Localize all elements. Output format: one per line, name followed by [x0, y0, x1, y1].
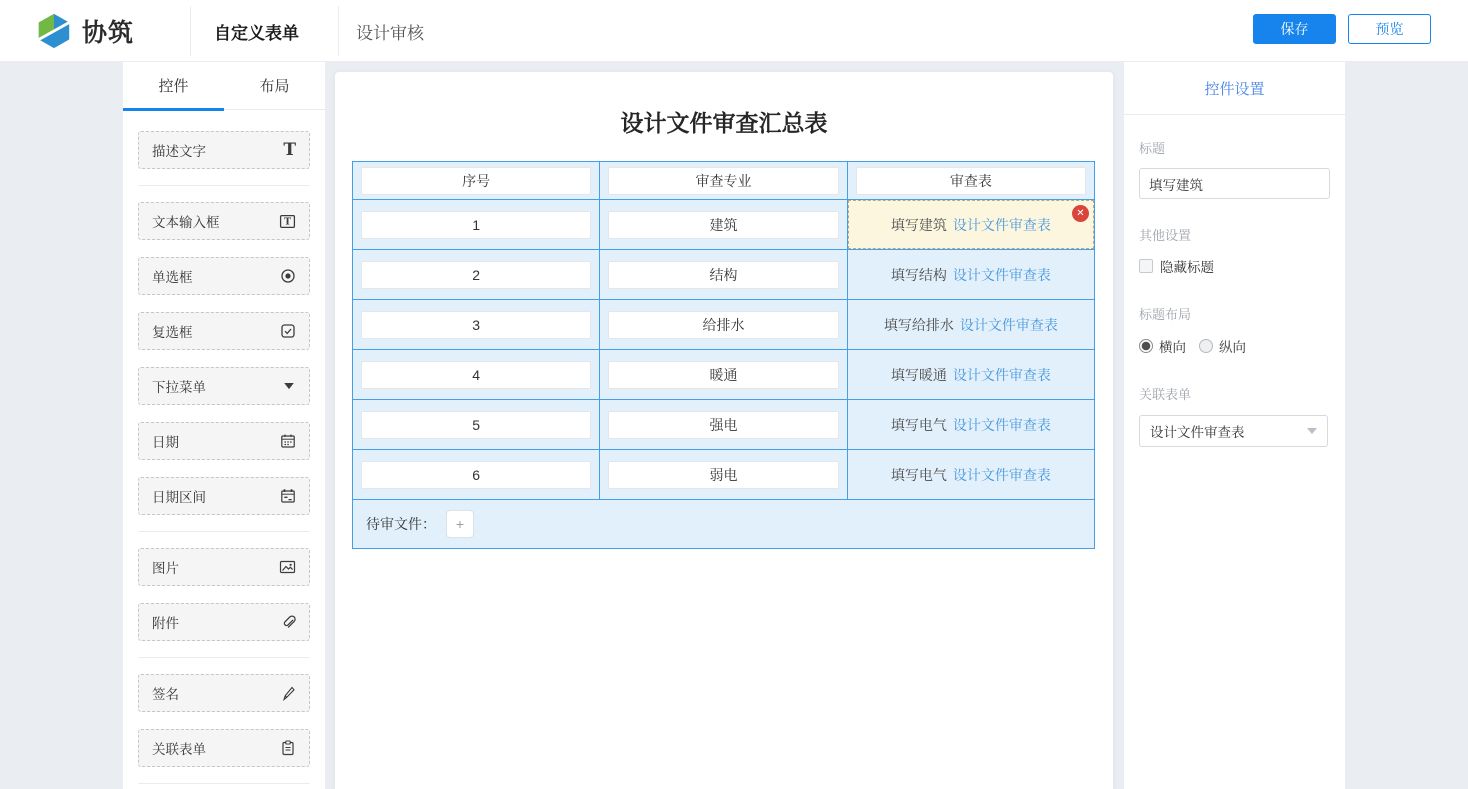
table-header-row	[353, 162, 1095, 200]
header-cell-review-form[interactable]: 审查表	[856, 167, 1086, 195]
settings-panel-title: 控件设置	[1124, 62, 1345, 115]
title-layout-options	[1139, 336, 1330, 356]
row-index-cell[interactable]: 2	[361, 261, 591, 289]
fill-label: 填写暖通	[890, 366, 947, 383]
specialty-cell[interactable]: 强电	[608, 411, 838, 439]
delete-widget-icon[interactable]: ✕	[1072, 205, 1089, 222]
table-row	[353, 200, 1095, 250]
app-logo	[34, 12, 134, 50]
title-input[interactable]	[1139, 168, 1330, 199]
radio-vertical-label: 纵向	[1219, 340, 1246, 355]
widget-group-separator	[138, 657, 310, 658]
checkbox-icon	[280, 323, 296, 339]
table-footer-row	[353, 500, 1095, 549]
widget-item-dropdown[interactable]	[138, 367, 310, 405]
signature-icon	[280, 685, 296, 701]
tab-controls[interactable]: 控件	[123, 62, 224, 109]
nav-item-custom-form[interactable]: 自定义表单	[214, 23, 299, 43]
header-divider	[190, 6, 191, 56]
widget-item-date-range[interactable]	[138, 477, 310, 515]
settings-panel	[1124, 62, 1345, 789]
widget-item-linked-form[interactable]	[138, 729, 310, 767]
review-form-link[interactable]: 设计文件审查表	[952, 366, 1051, 383]
row-index-cell[interactable]: 6	[361, 461, 591, 489]
table-row	[353, 450, 1095, 500]
widget-sidebar	[123, 62, 325, 789]
review-form-cell[interactable]	[847, 250, 1094, 300]
widget-item-radio[interactable]	[138, 257, 310, 295]
fill-label: 填写电气	[890, 416, 947, 433]
input-icon	[279, 213, 296, 230]
review-form-link[interactable]: 设计文件审查表	[959, 316, 1058, 333]
review-form-cell[interactable]	[847, 300, 1094, 350]
table-row	[353, 250, 1095, 300]
widget-item-label: 下拉菜单	[152, 380, 206, 395]
widget-group-separator	[138, 531, 310, 532]
chevron-down-icon	[1307, 428, 1317, 434]
app-header	[0, 0, 1468, 62]
radio-horizontal[interactable]	[1139, 339, 1153, 353]
save-button[interactable]: 保存	[1253, 14, 1336, 44]
fill-label: 填写电气	[890, 466, 947, 483]
linked-form-value: 设计文件审查表	[1150, 425, 1245, 440]
review-form-cell[interactable]	[847, 400, 1094, 450]
widget-item-checkbox[interactable]	[138, 312, 310, 350]
widget-item-input[interactable]	[138, 202, 310, 240]
widget-list	[123, 110, 325, 784]
widget-item-label: 附件	[152, 616, 179, 631]
specialty-cell[interactable]: 结构	[608, 261, 838, 289]
widget-item-text[interactable]	[138, 131, 310, 169]
fill-label: 填写给排水	[883, 316, 954, 333]
review-form-link[interactable]: 设计文件审查表	[952, 216, 1051, 233]
row-index-cell[interactable]: 4	[361, 361, 591, 389]
linked-form-label: 关联表单	[1139, 387, 1192, 402]
header-divider	[338, 6, 339, 56]
review-table	[352, 161, 1095, 549]
hide-title-label: 隐藏标题	[1160, 260, 1214, 275]
form-canvas	[335, 72, 1113, 789]
review-form-link[interactable]: 设计文件审查表	[952, 416, 1051, 433]
widget-item-label: 复选框	[152, 325, 193, 340]
date-icon	[280, 433, 296, 449]
text-icon: T	[283, 139, 296, 160]
title-label: 标题	[1139, 141, 1166, 156]
svg-text:T: T	[283, 216, 292, 228]
specialty-cell[interactable]: 给排水	[608, 311, 838, 339]
widget-item-label: 图片	[152, 561, 179, 576]
widget-item-date[interactable]	[138, 422, 310, 460]
sidebar-tabbar	[123, 62, 325, 110]
selected-widget-cell[interactable]	[848, 200, 1094, 249]
hide-title-checkbox-row[interactable]	[1139, 256, 1330, 276]
pending-files-label: 待审文件：	[366, 516, 436, 532]
fill-label: 填写结构	[890, 266, 947, 283]
specialty-cell[interactable]: 弱电	[608, 461, 838, 489]
table-row	[353, 300, 1095, 350]
hide-title-checkbox[interactable]	[1139, 259, 1153, 273]
widget-item-label: 日期	[152, 435, 179, 450]
logo-text: 协筑	[82, 19, 135, 47]
review-form-cell[interactable]	[847, 450, 1094, 500]
header-cell-index[interactable]: 序号	[361, 167, 591, 195]
radio-horizontal-label: 横向	[1159, 340, 1186, 355]
tab-layout[interactable]: 布局	[259, 78, 290, 95]
form-title: 设计文件审查汇总表	[620, 110, 828, 136]
widget-item-image[interactable]	[138, 548, 310, 586]
title-layout-label: 标题布局	[1139, 307, 1192, 322]
review-form-link[interactable]: 设计文件审查表	[952, 266, 1051, 283]
widget-group-separator	[138, 185, 310, 186]
linked-form-select[interactable]	[1139, 415, 1328, 447]
date-range-icon	[280, 488, 296, 504]
review-form-link[interactable]: 设计文件审查表	[952, 466, 1051, 483]
specialty-cell[interactable]: 建筑	[608, 211, 838, 239]
attachment-icon	[280, 614, 296, 630]
review-form-cell[interactable]	[847, 350, 1094, 400]
widget-item-label: 描述文字	[152, 144, 206, 159]
image-icon	[279, 559, 296, 575]
radio-vertical[interactable]	[1199, 339, 1213, 353]
preview-button[interactable]: 预览	[1348, 14, 1431, 44]
row-index-cell[interactable]: 5	[361, 411, 591, 439]
add-file-button[interactable]: +	[446, 510, 474, 538]
row-index-cell[interactable]: 1	[361, 211, 591, 239]
other-settings-label: 其他设置	[1139, 228, 1192, 243]
widget-item-label: 关联表单	[152, 742, 206, 757]
specialty-cell[interactable]: 暖通	[608, 361, 838, 389]
fill-label: 填写建筑	[890, 216, 947, 233]
table-row	[353, 400, 1095, 450]
header-cell-specialty[interactable]: 审查专业	[608, 167, 838, 195]
widget-item-label: 日期区间	[152, 490, 206, 505]
dropdown-icon	[282, 379, 296, 393]
radio-icon	[280, 268, 296, 284]
table-row	[353, 350, 1095, 400]
widget-item-signature[interactable]	[138, 674, 310, 712]
widget-item-label: 文本输入框	[152, 215, 220, 230]
widget-item-label: 单选框	[152, 270, 193, 285]
widget-item-label: 签名	[152, 687, 179, 702]
row-index-cell[interactable]: 3	[361, 311, 591, 339]
nav-item-design-review[interactable]: 设计审核	[356, 23, 424, 43]
widget-group-separator	[138, 783, 310, 784]
linked-form-icon	[280, 740, 296, 756]
widget-item-attachment[interactable]	[138, 603, 310, 641]
logo-icon	[34, 12, 74, 50]
review-table-body	[353, 200, 1095, 500]
